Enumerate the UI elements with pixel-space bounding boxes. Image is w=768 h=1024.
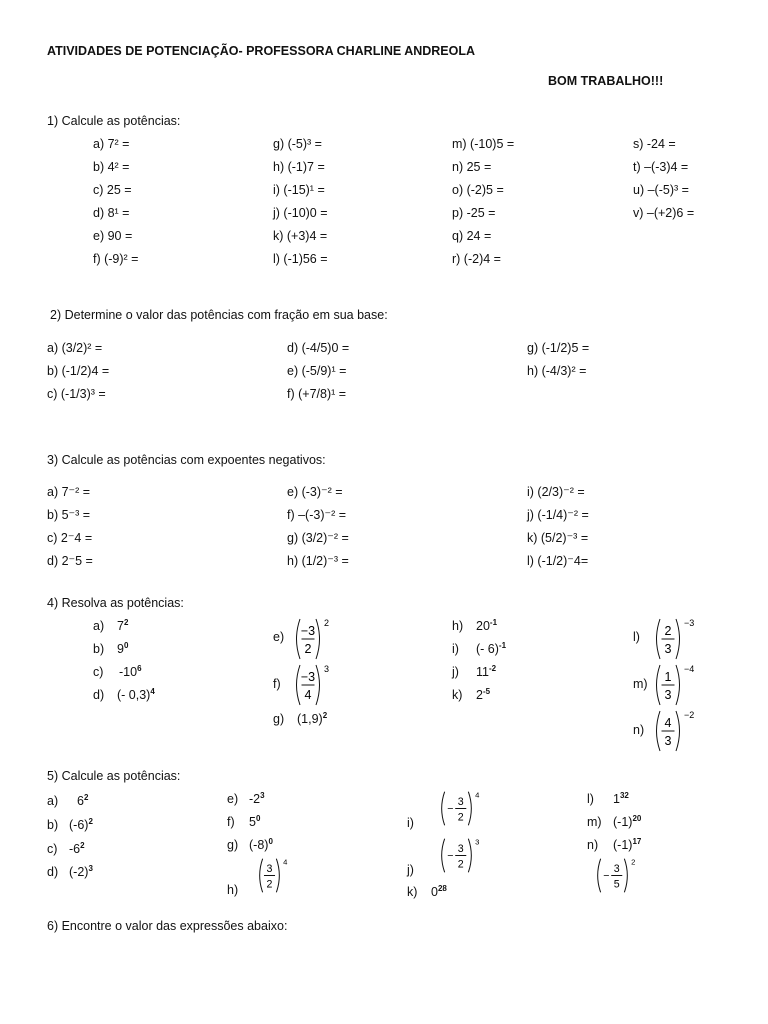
q5-item-j-exponent: 3 xyxy=(475,837,480,847)
q4-item-l-label: l) xyxy=(633,630,640,644)
greeting: BOM TRABALHO!!! xyxy=(548,74,664,88)
q4-item-e xyxy=(291,617,339,664)
q3-item: j) (-1/4)⁻² = xyxy=(527,508,589,522)
q1-item: s) -24 = xyxy=(633,137,676,151)
q5-item-n: n) $(-1)^{17}$ xyxy=(587,837,642,852)
q4-item-g: g) $(1,9)^2$ xyxy=(273,711,328,726)
q5-item-a: a) $6^2$ xyxy=(47,793,89,808)
q2-item: b) (-1/2)4 = xyxy=(47,364,110,378)
q1-item: g) (-5)³ = xyxy=(273,137,322,151)
q5-item-h-label: h) xyxy=(227,883,239,897)
q5-item-k: k) $0^{28}$ xyxy=(407,884,447,899)
q1-item: b) 4² = xyxy=(93,160,130,174)
q5-item-h-exponent: 4 xyxy=(283,857,288,867)
q5-item-h xyxy=(255,857,298,897)
q4-item-a: a) $7^2$ xyxy=(93,618,129,633)
q4-item-n xyxy=(651,709,699,756)
q3-item: l) (-1/2)⁻4= xyxy=(527,554,589,568)
q4-item-m-numerator: 1 xyxy=(664,670,672,684)
q5-item-d: d) $(-2)^3$ xyxy=(47,864,93,879)
q5-item-b: b) $(-6)^2$ xyxy=(47,817,93,832)
q4-item-m-denominator: 3 xyxy=(664,688,672,702)
q4-item-c: c) $-10^6$ xyxy=(93,664,142,679)
q4-item-l xyxy=(651,617,699,664)
q4-item-n-label: n) xyxy=(633,723,645,737)
q5-item-l: l) $1^{32}$ xyxy=(587,791,629,806)
q2-item: h) (-4/3)² = xyxy=(527,364,587,378)
q1-item: o) (-2)5 = xyxy=(452,183,504,197)
q5-item-g: g) $(-8)^0$ xyxy=(227,837,273,852)
q3-item: k) (5/2)⁻³ = xyxy=(527,531,589,545)
q3-heading: 3) Calcule as potências com expoentes negativos: xyxy=(47,453,326,467)
q5-item-j-label: j) xyxy=(407,863,414,877)
q4-item-h: h) $20^{-1}$ xyxy=(452,618,498,633)
q4-item-j: j) $11^{-2}$ xyxy=(452,664,497,679)
q4-item-d: d) (- 0,3)$^4$ xyxy=(93,687,155,702)
q4-item-f-label: f) xyxy=(273,677,281,691)
q3-item: e) (-3)⁻² = xyxy=(287,485,343,499)
q5-item-i-denominator: 2 xyxy=(457,811,464,824)
q1-item: n) 25 = xyxy=(452,160,492,174)
q5-item-extra-numerator: 3 xyxy=(613,863,620,876)
q5-item-extra xyxy=(593,857,646,897)
q4-item-e-numerator: −3 xyxy=(300,624,316,638)
q3-item: i) (2/3)⁻² = xyxy=(527,485,585,499)
q4-item-i: i) (- 6)$^{-1}$ xyxy=(452,641,507,656)
q3-item: a) 7⁻² = xyxy=(47,485,91,499)
q1-item: p) -25 = xyxy=(452,206,496,220)
q4-item-n-exponent: −2 xyxy=(684,710,695,720)
q4-item-m-exponent: −4 xyxy=(684,664,695,674)
q5-item-e: e) $-2^3$ xyxy=(227,791,265,806)
q6-heading: 6) Encontre o valor das expressões abaixo: xyxy=(47,919,288,933)
q4-item-f-exponent: 3 xyxy=(324,664,330,674)
q3-item: c) 2⁻4 = xyxy=(47,531,93,545)
q3-item: g) (3/2)⁻² = xyxy=(287,531,349,545)
q5-item-h-denominator: 2 xyxy=(266,878,273,891)
q1-item: r) (-2)4 = xyxy=(452,252,501,266)
q4-item-l-numerator: 2 xyxy=(664,624,672,638)
q5-item-extra-denominator: 5 xyxy=(613,878,620,891)
q5-item-c: c) $-6^2$ xyxy=(47,841,85,856)
q5-item-i xyxy=(437,790,490,830)
q2-item: c) (-1/3)³ = xyxy=(47,387,106,401)
q4-item-e-label: e) xyxy=(273,630,285,644)
q4-item-l-denominator: 3 xyxy=(664,642,672,656)
q3-item: f) –(-3)⁻² = xyxy=(287,508,347,522)
q4-item-e-exponent: 2 xyxy=(324,618,330,628)
q5-item-f: f) $5^0$ xyxy=(227,814,261,829)
q4-item-b: b) $9^0$ xyxy=(93,641,129,656)
page-title: ATIVIDADES DE POTENCIAÇÃO- PROFESSORA CHARLINE ANDREOLA xyxy=(47,44,476,58)
q5-item-j-numerator: 3 xyxy=(457,843,464,856)
q3-item: d) 2⁻5 = xyxy=(47,554,93,568)
q1-item: m) (-10)5 = xyxy=(452,137,515,151)
q5-item-extra-minus: − xyxy=(603,869,610,882)
q2-heading: 2) Determine o valor das potências com fração em sua base: xyxy=(50,308,388,322)
q2-item: e) (-5/9)¹ = xyxy=(287,364,347,378)
q4-item-f-denominator: 4 xyxy=(304,688,312,702)
q1-item: l) (-1)56 = xyxy=(273,252,328,266)
q1-item: k) (+3)4 = xyxy=(273,229,328,243)
q1-item: u) –(-5)³ = xyxy=(633,183,689,197)
q1-item: i) (-15)¹ = xyxy=(273,183,325,197)
q1-item: t) –(-3)4 = xyxy=(633,160,689,174)
q5-item-j-minus: − xyxy=(447,849,454,862)
q2-item: d) (-4/5)0 = xyxy=(287,341,350,355)
q4-item-m xyxy=(651,663,699,710)
q1-item: c) 25 = xyxy=(93,183,132,197)
q1-heading: 1) Calcule as potências: xyxy=(47,114,181,128)
q4-item-e-denominator: 2 xyxy=(304,642,312,656)
q5-item-j xyxy=(437,837,490,877)
q4-item-f xyxy=(291,663,339,710)
q4-item-l-exponent: −3 xyxy=(684,618,695,628)
q4-item-m-label: m) xyxy=(633,677,648,691)
q5-item-extra-exponent: 2 xyxy=(631,857,636,867)
q4-item-n-numerator: 4 xyxy=(664,716,672,730)
q5-item-i-numerator: 3 xyxy=(457,796,464,809)
q4-heading: 4) Resolva as potências: xyxy=(47,596,184,610)
q3-item: h) (1/2)⁻³ = xyxy=(287,554,349,568)
q4-item-f-numerator: −3 xyxy=(300,670,316,684)
q2-item: a) (3/2)² = xyxy=(47,341,103,355)
q5-item-j-denominator: 2 xyxy=(457,858,464,871)
q5-item-i-minus: − xyxy=(447,802,454,815)
q5-heading: 5) Calcule as potências: xyxy=(47,769,181,783)
q5-item-h-numerator: 3 xyxy=(266,863,273,876)
q5-item-i-label: i) xyxy=(407,816,414,830)
q3-item: b) 5⁻³ = xyxy=(47,508,91,522)
q5-item-i-exponent: 4 xyxy=(475,790,480,800)
q1-item: d) 8¹ = xyxy=(93,206,130,220)
q1-item: q) 24 = xyxy=(452,229,492,243)
q1-item: f) (-9)² = xyxy=(93,252,139,266)
q1-item: e) 90 = xyxy=(93,229,133,243)
q1-item: j) (-10)0 = xyxy=(273,206,328,220)
q2-item: g) (-1/2)5 = xyxy=(527,341,590,355)
q1-item: h) (-1)7 = xyxy=(273,160,325,174)
q2-item: f) (+7/8)¹ = xyxy=(287,387,347,401)
q1-item: a) 7² = xyxy=(93,137,130,151)
q5-item-m: m) $(-1)^{20}$ xyxy=(587,814,642,829)
q4-item-k: k) $2^{-5}$ xyxy=(452,687,491,702)
q1-item: v) –(+2)6 = xyxy=(633,206,695,220)
q4-item-n-denominator: 3 xyxy=(664,734,672,748)
